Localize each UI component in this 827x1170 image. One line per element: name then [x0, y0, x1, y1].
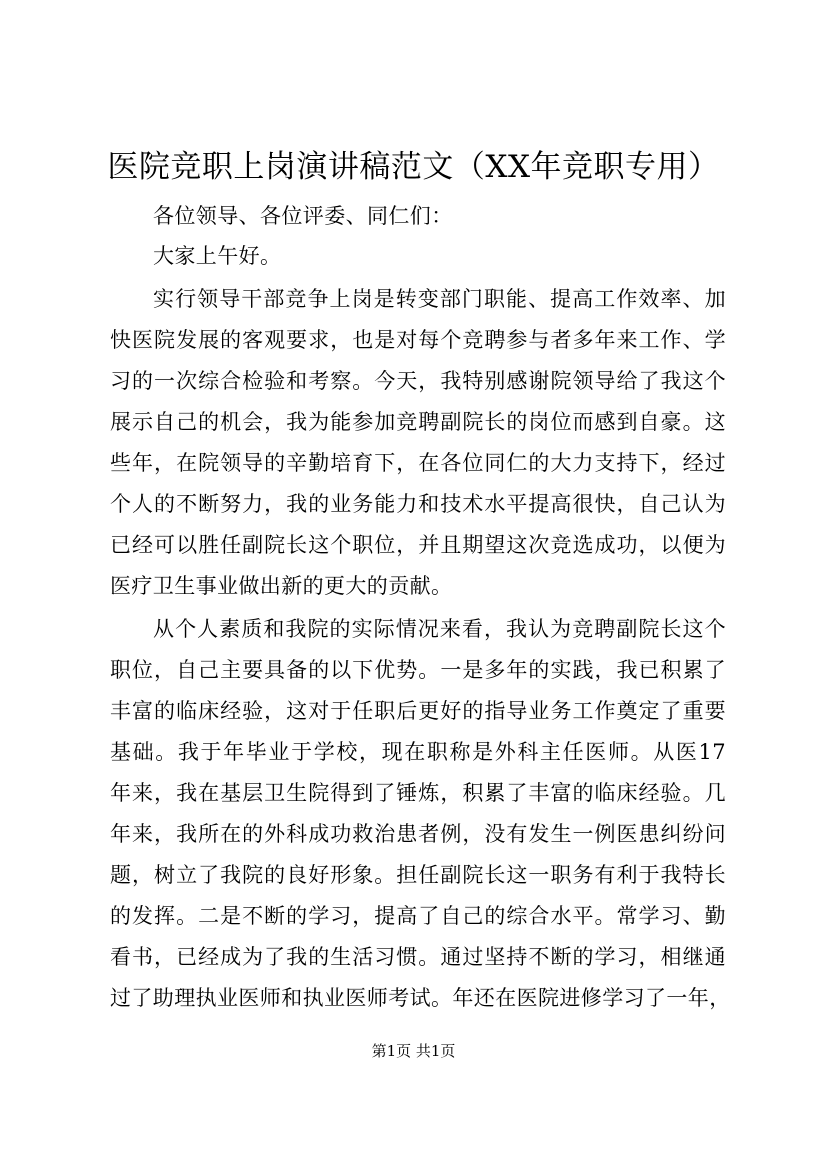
body-line: 基础。我于年毕业于学校，现在职称是外科主任医师。从医17 — [110, 740, 726, 764]
body-line: 些年，在院领导的辛勤培育下，在各位同仁的大力支持下，经过 — [110, 451, 726, 475]
salutation-line: 各位领导、各位评委、同仁们： — [153, 204, 453, 228]
body-line: 的发挥。二是不断的学习，提高了自己的综合水平。常学习、勤 — [110, 904, 726, 928]
body-line: 职位，自己主要具备的以下优势。一是多年的实践，我已积累了 — [110, 658, 726, 682]
body-line: 年来，我在基层卫生院得到了锤炼，积累了丰富的临床经验。几 — [110, 781, 726, 805]
body-line: 看书，已经成为了我的生活习惯。通过坚持不断的学习，相继通 — [110, 945, 726, 969]
body-line: 习的一次综合检验和考察。今天，我特别感谢院领导给了我这个 — [110, 369, 726, 393]
body-line: 丰富的临床经验，这对于任职后更好的指导业务工作奠定了重要 — [110, 699, 726, 723]
body-line: 个人的不断努力，我的业务能力和技术水平提高很快，自己认为 — [110, 492, 726, 516]
greeting-line: 大家上午好。 — [153, 244, 282, 268]
body-line: 快医院发展的客观要求，也是对每个竞聘参与者多年来工作、学 — [110, 328, 726, 352]
body-line: 题，树立了我院的良好形象。担任副院长这一职务有利于我特长 — [110, 863, 726, 887]
body-line: 从个人素质和我院的实际情况来看，我认为竞聘副院长这个 — [153, 617, 726, 641]
body-line: 展示自己的机会，我为能参加竞聘副院长的岗位而感到自豪。这 — [110, 410, 726, 434]
page-footer: 第1页 共1页 — [371, 1042, 456, 1060]
document-title: 医院竞职上岗演讲稿范文（XX年竞职专用） — [107, 149, 720, 185]
body-line: 实行领导干部竞争上岗是转变部门职能、提高工作效率、加 — [153, 287, 726, 311]
body-line: 医疗卫生事业做出新的更大的贡献。 — [110, 574, 453, 598]
body-line: 过了助理执业医师和执业医师考试。年还在医院进修学习了一年， — [110, 986, 731, 1010]
body-line: 已经可以胜任副院长这个职位，并且期望这次竞选成功，以便为 — [110, 533, 726, 557]
body-line: 年来，我所在的外科成功救治患者例，没有发生一例医患纠纷问 — [110, 822, 726, 846]
